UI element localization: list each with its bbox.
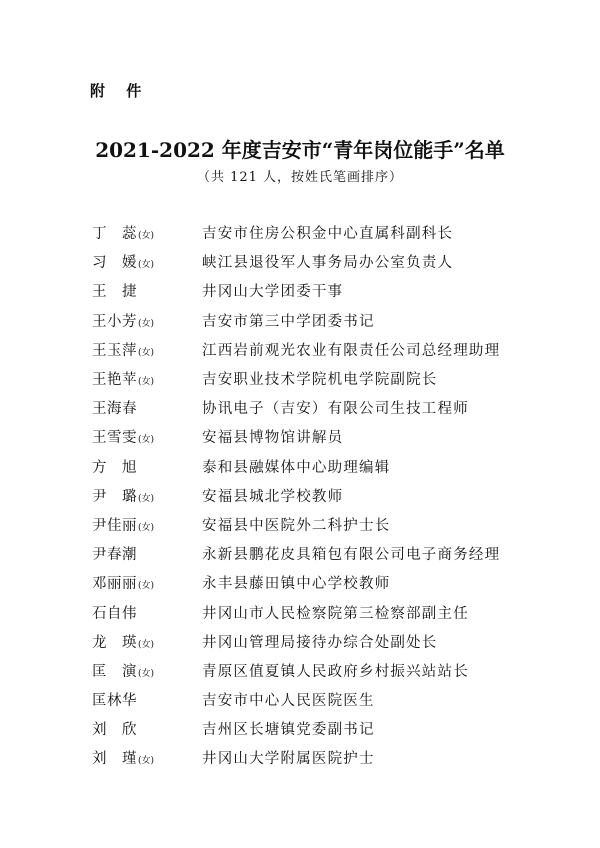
document-subtitle: （共 121 人，按姓氏笔画排序） xyxy=(196,170,404,185)
person-name: 匡 演 xyxy=(92,663,137,680)
list-item xyxy=(92,306,562,335)
person-name: 尹 璐 xyxy=(92,488,137,505)
person-position: 协讯电子（吉安）有限公司生技工程师 xyxy=(202,401,469,418)
person-position: 井冈山管理局接待办综合处副处长 xyxy=(202,634,438,651)
list-item xyxy=(92,335,562,364)
person-name: 尹春潮 xyxy=(92,547,137,564)
person-name: 匡林华 xyxy=(92,693,137,710)
honoree-list xyxy=(92,218,562,773)
name-cell xyxy=(92,631,202,652)
name-cell xyxy=(92,310,202,331)
list-item xyxy=(92,685,562,714)
name-cell xyxy=(92,456,202,477)
person-position: 安福县城北学校教师 xyxy=(202,488,344,505)
person-position: 吉州区长塘镇党委副书记 xyxy=(202,722,375,739)
list-item xyxy=(92,276,562,305)
name-cell xyxy=(92,689,202,710)
name-cell xyxy=(92,660,202,681)
gender-mark: (女) xyxy=(138,493,155,504)
gender-mark: (女) xyxy=(138,435,155,446)
person-position: 吉安职业技术学院机电学院副院长 xyxy=(202,372,438,389)
list-item xyxy=(92,597,562,626)
list-item xyxy=(92,218,562,247)
person-name: 习 媛 xyxy=(92,255,137,272)
gender-mark: (女) xyxy=(138,668,155,679)
person-position: 永丰县藤田镇中心学校教师 xyxy=(202,576,391,593)
name-cell xyxy=(92,222,202,243)
name-cell xyxy=(92,397,202,418)
person-name: 石自伟 xyxy=(92,605,137,622)
gender-mark: (女) xyxy=(138,231,155,242)
person-position: 吉安市中心人民医院医生 xyxy=(202,693,375,710)
list-item xyxy=(92,656,562,685)
person-name: 王玉萍 xyxy=(92,342,137,359)
name-cell xyxy=(92,718,202,739)
gender-mark: (女) xyxy=(138,347,155,358)
name-cell xyxy=(92,747,202,768)
person-position: 永新县鹏花皮具箱包有限公司电子商务经理 xyxy=(202,547,501,564)
person-position: 井冈山市人民检察院第三检察部副主任 xyxy=(202,605,469,622)
gender-mark: (女) xyxy=(138,581,155,592)
list-item xyxy=(92,364,562,393)
name-cell xyxy=(92,426,202,447)
person-position: 安福县博物馆讲解员 xyxy=(202,430,344,447)
name-cell xyxy=(92,339,202,360)
list-item xyxy=(92,627,562,656)
name-cell xyxy=(92,514,202,535)
gender-mark: (女) xyxy=(138,522,155,533)
person-position: 吉安市第三中学团委书记 xyxy=(202,313,375,330)
person-position: 泰和县融媒体中心助理编辑 xyxy=(202,459,391,476)
person-name: 邓丽丽 xyxy=(92,576,137,593)
list-item xyxy=(92,452,562,481)
name-cell xyxy=(92,543,202,564)
name-cell xyxy=(92,280,202,301)
gender-mark: (女) xyxy=(138,318,155,329)
document-title: 2021-2022 年度吉安市“青年岗位能手”名单 xyxy=(95,138,505,162)
person-position: 吉安市住房公积金中心直属科副科长 xyxy=(202,226,454,243)
person-position: 江西岩前观光农业有限责任公司总经理助理 xyxy=(202,342,501,359)
person-position: 峡江县退役军人事务局办公室负责人 xyxy=(202,255,454,272)
list-item xyxy=(92,481,562,510)
person-name: 刘 瑾 xyxy=(92,751,137,768)
gender-mark: (女) xyxy=(138,377,155,388)
person-name: 王海春 xyxy=(92,401,137,418)
gender-mark: (女) xyxy=(138,639,155,650)
person-position: 井冈山大学团委干事 xyxy=(202,284,344,301)
person-name: 王小芳 xyxy=(92,313,137,330)
name-cell xyxy=(92,602,202,623)
person-name: 尹佳丽 xyxy=(92,517,137,534)
list-item xyxy=(92,568,562,597)
list-item xyxy=(92,714,562,743)
person-position: 井冈山大学附属医院护士 xyxy=(202,751,375,768)
person-name: 王 捷 xyxy=(92,284,137,301)
list-item xyxy=(92,539,562,568)
list-item xyxy=(92,247,562,276)
name-cell xyxy=(92,572,202,593)
gender-mark: (女) xyxy=(138,756,155,767)
attachment-label: 附 件 xyxy=(90,82,150,100)
person-name: 方 旭 xyxy=(92,459,137,476)
gender-mark: (女) xyxy=(138,260,155,271)
person-position: 安福县中医院外二科护士长 xyxy=(202,517,391,534)
person-name: 龙 瑛 xyxy=(92,634,137,651)
person-name: 王艳苹 xyxy=(92,372,137,389)
list-item xyxy=(92,510,562,539)
list-item xyxy=(92,422,562,451)
list-item xyxy=(92,743,562,772)
list-item xyxy=(92,393,562,422)
person-name: 王雪雯 xyxy=(92,430,137,447)
name-cell xyxy=(92,251,202,272)
person-name: 刘 欣 xyxy=(92,722,137,739)
person-position: 青原区值夏镇人民政府乡村振兴站站长 xyxy=(202,663,469,680)
person-name: 丁 蕊 xyxy=(92,226,137,243)
name-cell xyxy=(92,485,202,506)
name-cell xyxy=(92,368,202,389)
